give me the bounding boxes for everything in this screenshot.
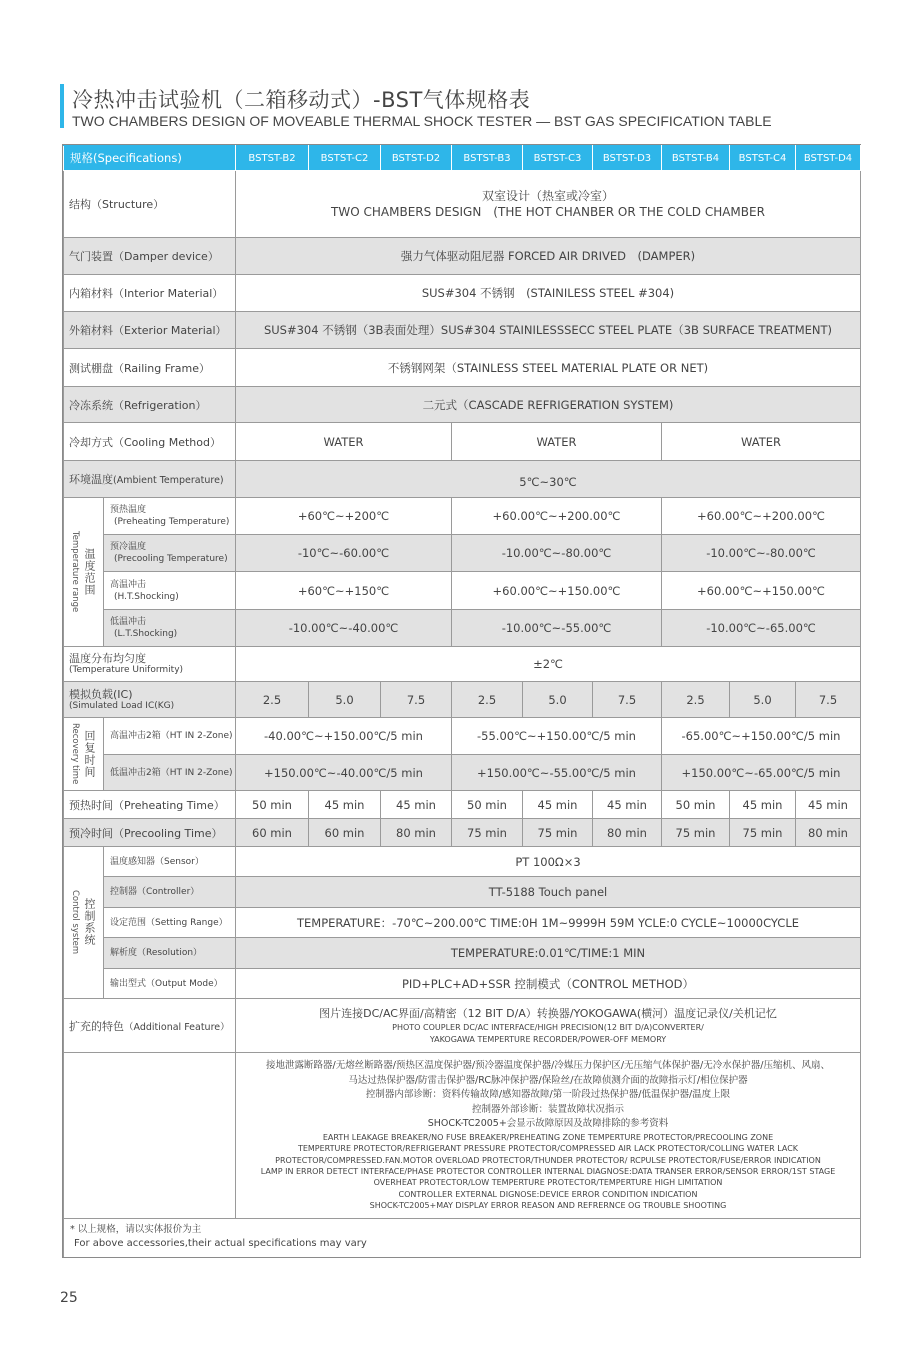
recovery-lt-value: +150.00℃~-55.00℃/5 min [452,755,662,791]
load-value: 7.5 [381,682,452,718]
recovery-lt-value: +150.00℃~-65.00℃/5 min [662,755,861,791]
precool-temp-value: -10.00℃~-80.00℃ [662,535,861,572]
ht-shock-value: +60.00℃~+150.00℃ [662,572,861,610]
preheat-time-value: 50 min [452,791,523,819]
row-exterior [64,312,861,349]
railing-label: 测试棚盘（Railing Frame） [64,349,236,387]
load-value: 5.0 [309,682,381,718]
row-protection [64,1053,861,1219]
row-output-mode [64,969,861,999]
load-value: 5.0 [730,682,796,718]
temp-range-group-en: Temperature range [70,531,80,613]
row-interior [64,275,861,312]
spec-table-frame [62,144,861,1258]
header-model: BSTST-D3 [593,146,662,171]
row-structure [64,171,861,238]
setting-range-value: TEMPERATURE：-70℃~200.00℃ TIME:0H 1M~9999H 59M YCLE:0 CYCLE~10000CYCLE [236,908,861,938]
precool-time-value: 60 min [236,819,309,847]
resolution-value: TEMPERATURE:0.01℃/TIME:1 MIN [236,938,861,969]
controller-label: 控制器（Controller） [104,877,236,908]
row-lt-shock [64,610,861,647]
precool-time-label: 预冷时间（Precooling Time） [64,819,236,847]
row-precool-temp [64,535,861,572]
load-value: 2.5 [662,682,730,718]
recovery-group [64,718,104,791]
row-recovery-ht [64,718,861,755]
damper-label: 气门装置（Damper device） [64,238,236,275]
header-model: BSTST-C2 [309,146,381,171]
spec-table [63,145,861,1257]
row-uniformity [64,647,861,682]
cooling-value: WATER [662,423,861,461]
load-value: 2.5 [452,682,523,718]
row-controller [64,877,861,908]
structure-value-en: TWO CHAMBERS DESIGN (THE HOT CHANBER OR THE COLD CHAMBER [331,205,765,219]
recovery-lt-label: 低温冲击2箱（HT IN 2-Zone) [104,755,236,791]
lt-shock-value: -10.00℃~-65.00℃ [662,610,861,647]
precool-time-value: 75 min [523,819,593,847]
ambient-value: 5℃~30℃ [236,461,861,498]
page-subtitle: TWO CHAMBERS DESIGN OF MOVEABLE THERMAL SHOCK TESTER — BST GAS SPECIFICATION TABLE [72,113,772,129]
precool-time-value: 80 min [593,819,662,847]
recovery-group-cn: 回复时间 [83,729,96,778]
load-value: 2.5 [236,682,309,718]
precool-temp-label: 预冷温度 (Precooling Temperature) [104,535,236,572]
temp-range-group-cn: 温度范围 [83,547,96,596]
ambient-label-cn: 环境温度 [69,473,113,486]
header-model: BSTST-B3 [452,146,523,171]
preheat-temp-value: +60.00℃~+200.00℃ [452,498,662,535]
cooling-value: WATER [236,423,452,461]
sensor-label: 温度感知器（Sensor） [104,847,236,877]
recovery-ht-value: -40.00℃~+150.00℃/5 min [236,718,452,755]
resolution-label: 解析度（Resolution） [104,938,236,969]
header-model: BSTST-B4 [662,146,730,171]
uniformity-value: ±2℃ [236,647,861,682]
load-value: 7.5 [593,682,662,718]
uniformity-label: 温度分布均匀度 (Temperature Uniformity) [64,647,236,682]
row-resolution [64,938,861,969]
exterior-value: SUS#304 不锈钢（3B表面处理）SUS#304 STAINILESSSECC STEEL PLATE（3B SURFACE TREATMENT) [236,312,861,349]
lt-shock-value: -10.00℃~-40.00℃ [236,610,452,647]
row-preheat-temp [64,498,861,535]
header-model: BSTST-B2 [236,146,309,171]
row-preheat-time [64,791,861,819]
preheat-time-value: 45 min [796,791,861,819]
precool-time-value: 80 min [796,819,861,847]
row-ht-shock [64,572,861,610]
row-refrigeration [64,387,861,423]
footnote-en: For above accessories,their actual specifications may vary [74,1238,367,1249]
control-group [64,847,104,999]
footnote [64,1219,861,1257]
row-setting-range [64,908,861,938]
preheat-time-value: 45 min [381,791,452,819]
refrigeration-label: 冷冻系统（Refrigeration） [64,387,236,423]
structure-label: 结构（Structure） [64,171,236,238]
refrigeration-value: 二元式（CASCADE REFRIGERATION SYSTEM) [236,387,861,423]
row-additional [64,999,861,1053]
lt-shock-value: -10.00℃~-55.00℃ [452,610,662,647]
ht-shock-value: +60℃~+150℃ [236,572,452,610]
structure-value-cn: 双室设计（热室或冷室） [481,189,614,203]
row-recovery-lt [64,755,861,791]
output-mode-label: 输出型式（Output Mode） [104,969,236,999]
title-accent-bar [60,84,64,128]
preheat-time-value: 50 min [662,791,730,819]
structure-value [236,171,861,238]
load-value: 7.5 [796,682,861,718]
precool-time-value: 75 min [662,819,730,847]
damper-value: 强力气体驱动阻尼器 FORCED AIR DRIVED (DAMPER) [236,238,861,275]
row-precool-time [64,819,861,847]
footnote-cn: * 以上规格，请以实体报价为主 [70,1224,202,1235]
preheat-time-value: 45 min [523,791,593,819]
interior-label: 内箱材料（Interior Material） [64,275,236,312]
exterior-label: 外箱材料（Exterior Material） [64,312,236,349]
output-mode-value: PID+PLC+AD+SSR 控制模式（CONTROL METHOD） [236,969,861,999]
additional-label: 扩充的特色（Additional Feature） [64,999,236,1053]
page-number: 25 [60,1290,78,1306]
page-title: 冷热冲击试验机（二箱移动式）-BST气体规格表 [72,88,531,112]
sensor-value: PT 100Ω×3 [236,847,861,877]
header-spec-label: 规格(Specifications) [64,146,236,171]
preheat-time-value: 50 min [236,791,309,819]
controller-value: TT-5188 Touch panel [236,877,861,908]
control-group-en: Control system [70,890,80,955]
preheat-time-value: 45 min [309,791,381,819]
recovery-lt-value: +150.00℃~-40.00℃/5 min [236,755,452,791]
preheat-temp-label: 预热温度 (Preheating Temperature) [104,498,236,535]
row-railing [64,349,861,387]
ambient-label [64,461,236,498]
recovery-ht-label: 高温冲击2箱（HT IN 2-Zone) [104,718,236,755]
control-group-cn: 控制系统 [83,898,96,947]
cooling-label: 冷却方式（Cooling Method） [64,423,236,461]
row-ambient [64,461,861,498]
header-model: BSTST-D4 [796,146,861,171]
load-value: 5.0 [523,682,593,718]
interior-value: SUS#304 不锈钢 (STAINILESS STEEL #304) [236,275,861,312]
header-row [64,146,861,171]
row-sensor [64,847,861,877]
lt-shock-label: 低温冲击 (L.T.Shocking) [104,610,236,647]
row-load [64,682,861,718]
precool-temp-value: -10.00℃~-80.00℃ [452,535,662,572]
recovery-ht-value: -65.00℃~+150.00℃/5 min [662,718,861,755]
row-cooling [64,423,861,461]
header-model: BSTST-C4 [730,146,796,171]
precool-time-value: 75 min [452,819,523,847]
railing-value: 不锈钢网架（STAINLESS STEEL MATERIAL PLATE OR NET) [236,349,861,387]
additional-value: 图片连接DC/AC界面/高精密（12 BIT D/A）转换器/YOKOGAWA(横河）温度记录仪/关机记忆 PHOTO COUPLER DC/AC INTERFACE/HIGH PRECISION(12 BIT D/A)CONVERTER/ YAKOGAWA TEMPERTURE RECORDER/POWER-OFF MEMORY [236,999,861,1053]
preheat-time-value: 45 min [593,791,662,819]
precool-time-value: 80 min [381,819,452,847]
row-damper [64,238,861,275]
ambient-label-en: (Ambient Temperature) [113,475,224,486]
header-model: BSTST-D2 [381,146,452,171]
ht-shock-value: +60.00℃~+150.00℃ [452,572,662,610]
precool-time-value: 75 min [730,819,796,847]
precool-time-value: 60 min [309,819,381,847]
ht-shock-label: 高温冲击 (H.T.Shocking) [104,572,236,610]
recovery-group-en: Recovery time [70,723,80,785]
load-label: 模拟负载(IC) (Simulated Load IC(KG) [64,682,236,718]
setting-range-label: 设定范围（Setting Range） [104,908,236,938]
preheat-temp-value: +60℃~+200℃ [236,498,452,535]
cooling-value: WATER [452,423,662,461]
row-footnote [64,1219,861,1257]
header-model: BSTST-C3 [523,146,593,171]
preheat-temp-value: +60.00℃~+200.00℃ [662,498,861,535]
preheat-time-label: 预热时间（Preheating Time） [64,791,236,819]
protection-label-empty [64,1053,236,1219]
preheat-time-value: 45 min [730,791,796,819]
recovery-ht-value: -55.00℃~+150.00℃/5 min [452,718,662,755]
precool-temp-value: -10℃~-60.00℃ [236,535,452,572]
temp-range-group [64,498,104,647]
protection-value: 接地泄露断路器/无熔丝断路器/预热区温度保护器/预冷器温度保护器/冷媒压力保护区/无压缩气体保护器/无冷水保护器/压缩机、风扇、 马达过热保护器/防雷击保护器/RC脉冲保护器/保险丝/在故障侦测介面的故障指示灯/相位保护器 控制器内部诊断：资料传输故障/感知器故障/第一阶段过热保护器/低温保护器/温度上限 控制器外部诊断：装置故障状况指示 SHOCK-TC2005+会显示故障原因及故障排除的参考资料 EARTH LEAKAGE BREAKER/NO FUSE BREAKER/PREHEATING ZONE TEMPERTURE PROTECTOR/PRECOOLING ZONE TEMPERTURE PROTECTOR/REFRIGERANT PRESSURE PROTECTOR/COMPRESSED AIR LACK PROTECTOR/COLLING WATER LACK PROTECTOR/COMPRESSED.FAN.MOTOR OVERLOAD PROTECTOR/THUNDER PROTECTOR/ RCPULSE PROTECTOR/FUSE/ERROR INDICATION LAMP IN ERROR DETECT INTERFACE/PHASE PROTECTOR CONTROLLER INTERNAL DIAGNOSE:DATA TRANSER ERROR/SENSOR ERROR/1ST STAGE OVERHEAT PROTECTOR/LOW TEMPERTURE PROTECTOR/TEMPERTURE HIGH LIMITATION CONTROLLER EXTERNAL DIGNOSE:DEVICE ERROR CONDITION INDICATION SHOCK-TC2005+MAY DISPLAY ERROR REASON AND REFRERNCE OG TROUBLE SHOOTING [236,1053,861,1219]
